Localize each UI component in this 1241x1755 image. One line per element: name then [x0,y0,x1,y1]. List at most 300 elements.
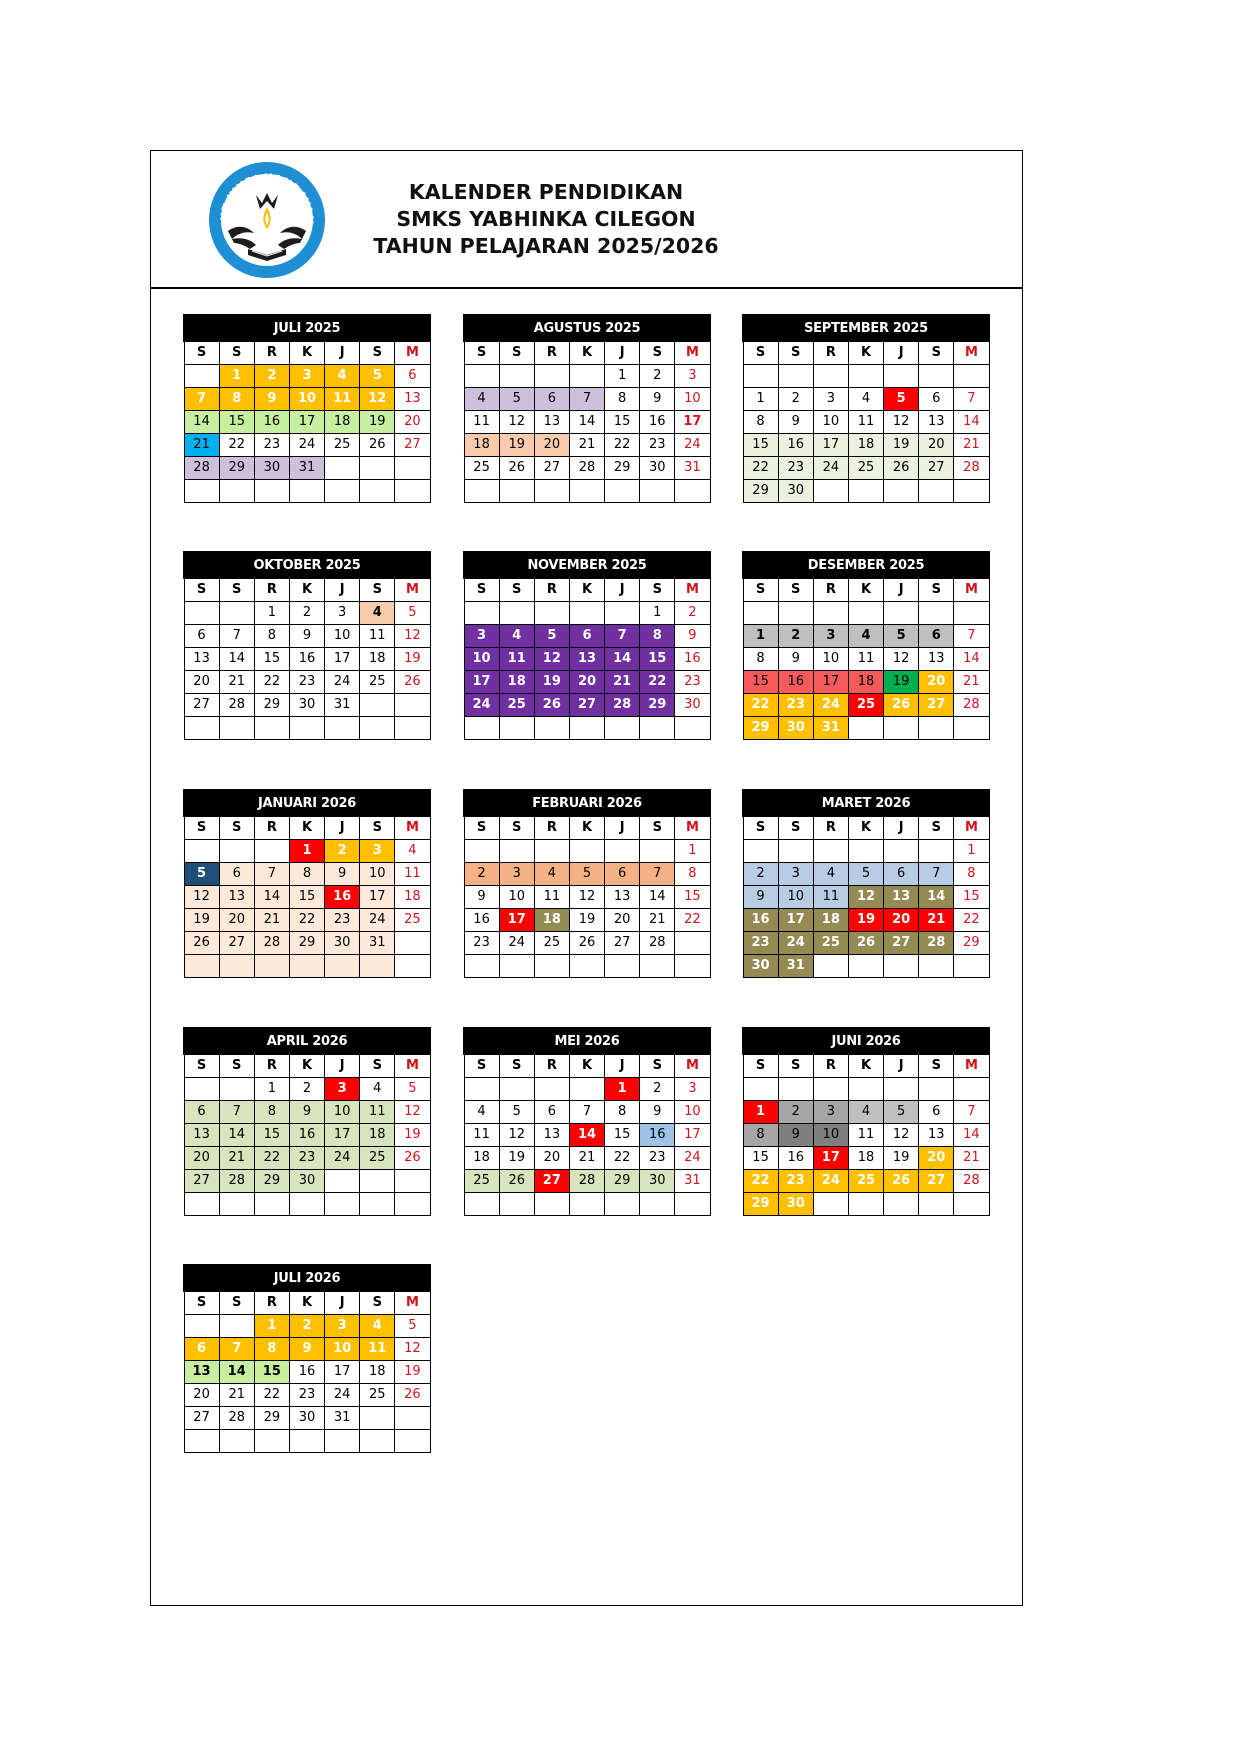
weekday-label: S [919,341,954,364]
day-cell [254,954,289,977]
day-cell: 20 [919,1146,954,1169]
day-cell: 26 [184,931,219,954]
week-row [743,885,989,908]
weekday-label: K [289,341,324,364]
day-cell [254,479,289,502]
day-cell: 2 [325,839,360,862]
day-cell: 17 [325,647,360,670]
month-title: MARET 2026 [743,790,989,816]
day-cell: 23 [289,670,324,693]
month-calendar [742,551,990,740]
day-cell: 13 [184,647,219,670]
day-cell: 28 [954,693,989,716]
day-cell [534,601,569,624]
day-cell: 1 [605,1077,640,1100]
week-row [743,433,989,456]
day-cell: 24 [289,433,324,456]
day-cell: 15 [254,647,289,670]
day-cell [184,479,219,502]
day-cell: 23 [289,1383,324,1406]
day-cell: 24 [499,931,534,954]
day-cell: 7 [954,387,989,410]
day-cell: 16 [289,1360,324,1383]
day-cell: 12 [360,387,395,410]
weekday-label: M [954,1054,989,1077]
week-row [464,624,710,647]
day-cell [534,1077,569,1100]
day-cell: 18 [848,433,883,456]
weekday-label: S [184,341,219,364]
day-cell: 24 [325,670,360,693]
day-cell [778,364,813,387]
week-row [464,1077,710,1100]
day-cell: 19 [848,908,883,931]
day-cell: 20 [219,908,254,931]
day-cell [640,479,675,502]
weekday-label: S [219,341,254,364]
day-cell [395,954,430,977]
day-cell: 6 [184,1100,219,1123]
day-cell: 11 [464,1123,499,1146]
weekday-label: J [325,341,360,364]
day-cell: 17 [325,1360,360,1383]
day-cell: 10 [813,410,848,433]
day-cell [464,839,499,862]
day-cell [360,1169,395,1192]
day-cell: 28 [219,693,254,716]
day-cell: 31 [675,1169,710,1192]
week-row [743,624,989,647]
day-cell: 11 [360,1337,395,1360]
weekday-label: S [184,578,219,601]
month-title: SEPTEMBER 2025 [743,315,989,341]
day-cell: 20 [395,410,430,433]
weekday-label: J [884,578,919,601]
week-row [184,1383,430,1406]
weekday-label: M [395,578,430,601]
day-cell: 19 [534,670,569,693]
day-cell [919,1077,954,1100]
weekday-label: K [569,816,604,839]
week-row [743,693,989,716]
day-cell: 27 [184,693,219,716]
day-cell: 29 [219,456,254,479]
weekday-label: S [360,1054,395,1077]
day-cell: 24 [325,1146,360,1169]
day-cell: 26 [395,1146,430,1169]
day-cell: 22 [219,433,254,456]
day-cell: 4 [360,1314,395,1337]
day-cell [360,1406,395,1429]
day-cell: 18 [360,1360,395,1383]
day-cell: 14 [954,410,989,433]
day-cell: 23 [640,1146,675,1169]
weekday-label: K [848,341,883,364]
day-cell: 15 [254,1360,289,1383]
day-cell [778,601,813,624]
week-row [184,1077,430,1100]
weekday-label: M [395,341,430,364]
weekday-label: S [464,341,499,364]
day-cell [499,716,534,739]
weekday-label: R [254,341,289,364]
day-cell: 31 [675,456,710,479]
day-cell: 31 [325,1406,360,1429]
day-cell [605,479,640,502]
week-row [464,693,710,716]
day-cell: 20 [184,1383,219,1406]
week-row [743,954,989,977]
day-cell: 11 [360,624,395,647]
day-cell: 28 [569,1169,604,1192]
day-cell: 28 [184,456,219,479]
day-cell: 13 [919,410,954,433]
day-cell: 31 [325,693,360,716]
day-cell: 24 [813,456,848,479]
day-cell [534,479,569,502]
month-title: FEBRUARI 2026 [464,790,710,816]
weekday-label: S [360,816,395,839]
week-row [464,387,710,410]
day-cell [395,693,430,716]
day-cell [640,954,675,977]
day-cell [743,601,778,624]
day-cell: 1 [640,601,675,624]
day-cell: 19 [569,908,604,931]
day-cell: 16 [778,433,813,456]
day-cell [289,479,324,502]
day-cell: 31 [813,716,848,739]
weekday-label: S [640,578,675,601]
day-cell: 9 [289,1337,324,1360]
weekday-label: R [254,816,289,839]
week-row [184,885,430,908]
day-cell: 4 [848,387,883,410]
week-row [464,839,710,862]
weekday-label: J [884,341,919,364]
day-cell [184,601,219,624]
day-cell: 2 [254,364,289,387]
month-title: MEI 2026 [464,1028,710,1054]
day-cell: 8 [640,624,675,647]
day-cell: 5 [884,624,919,647]
day-cell: 1 [743,1100,778,1123]
day-cell: 19 [360,410,395,433]
day-cell: 31 [289,456,324,479]
day-cell: 15 [289,885,324,908]
day-cell: 20 [184,670,219,693]
day-cell: 14 [605,647,640,670]
day-cell: 4 [360,1077,395,1100]
day-cell: 13 [184,1123,219,1146]
day-cell [884,954,919,977]
day-cell: 2 [289,1077,324,1100]
weekday-label: S [219,1054,254,1077]
day-cell: 6 [534,387,569,410]
weekday-label: R [534,341,569,364]
weekday-label: S [743,341,778,364]
week-row [464,364,710,387]
day-cell [289,954,324,977]
day-cell: 21 [219,1146,254,1169]
day-cell: 7 [184,387,219,410]
weekday-label: M [675,578,710,601]
day-cell: 5 [395,1314,430,1337]
day-cell: 29 [954,931,989,954]
day-cell: 11 [464,410,499,433]
day-cell: 18 [534,908,569,931]
week-row [184,954,430,977]
week-row [464,647,710,670]
day-cell: 10 [813,647,848,670]
weekday-label: S [778,578,813,601]
day-cell: 13 [184,1360,219,1383]
weekday-label: J [325,816,360,839]
weekday-label: M [954,341,989,364]
day-cell [675,716,710,739]
day-cell [219,839,254,862]
weekday-label: M [395,1291,430,1314]
day-cell: 1 [289,839,324,862]
week-row [464,456,710,479]
day-cell: 15 [219,410,254,433]
week-row [184,1169,430,1192]
week-row [184,1314,430,1337]
day-cell [464,479,499,502]
day-cell: 4 [360,601,395,624]
day-cell: 14 [219,647,254,670]
day-cell: 15 [605,1123,640,1146]
day-cell: 19 [395,647,430,670]
day-cell: 17 [289,410,324,433]
day-cell: 18 [848,670,883,693]
weekday-label: J [605,816,640,839]
day-cell: 12 [499,410,534,433]
week-row [184,931,430,954]
day-cell [605,839,640,862]
day-cell [360,954,395,977]
week-row [184,624,430,647]
day-cell: 11 [325,387,360,410]
day-cell [464,954,499,977]
day-cell: 15 [640,647,675,670]
week-row [464,862,710,885]
day-cell: 28 [954,1169,989,1192]
day-cell: 7 [954,1100,989,1123]
day-cell: 20 [184,1146,219,1169]
day-cell: 11 [848,1123,883,1146]
day-cell: 3 [325,1314,360,1337]
day-cell: 12 [499,1123,534,1146]
day-cell: 13 [919,1123,954,1146]
day-cell [605,601,640,624]
day-cell [813,601,848,624]
day-cell [219,479,254,502]
day-cell [813,364,848,387]
day-cell: 29 [743,1192,778,1215]
day-cell [360,479,395,502]
day-cell: 30 [289,1406,324,1429]
day-cell: 21 [919,908,954,931]
day-cell: 12 [884,1123,919,1146]
day-cell: 10 [813,1123,848,1146]
day-cell: 22 [254,670,289,693]
day-cell: 30 [289,1169,324,1192]
day-cell: 3 [360,839,395,862]
day-cell [184,1077,219,1100]
day-cell [464,1192,499,1215]
week-row [743,716,989,739]
title-line-2: SMKS YABHINKA CILEGON [396,207,696,231]
day-cell: 6 [919,624,954,647]
weekday-label: S [360,341,395,364]
day-cell [813,1192,848,1215]
day-cell: 17 [675,410,710,433]
day-cell: 15 [675,885,710,908]
day-cell: 12 [848,885,883,908]
day-cell: 13 [534,1123,569,1146]
month-calendar [463,789,711,978]
day-cell [675,931,710,954]
day-cell: 28 [954,456,989,479]
month-title: NOVEMBER 2025 [464,552,710,578]
day-cell: 23 [743,931,778,954]
day-cell: 27 [534,456,569,479]
day-cell: 28 [254,931,289,954]
day-cell: 23 [778,693,813,716]
weekday-label: S [499,341,534,364]
week-row [464,908,710,931]
day-cell: 2 [289,1314,324,1337]
weekday-label: K [569,341,604,364]
day-cell: 16 [325,885,360,908]
week-row [743,1169,989,1192]
day-cell [464,364,499,387]
day-cell: 8 [675,862,710,885]
day-cell: 27 [184,1406,219,1429]
month-table [183,314,431,503]
day-cell: 8 [743,647,778,670]
weekday-label: R [534,816,569,839]
day-cell: 4 [499,624,534,647]
day-cell: 3 [464,624,499,647]
day-cell: 22 [743,456,778,479]
day-cell: 14 [919,885,954,908]
day-cell: 30 [640,1169,675,1192]
day-cell: 10 [325,1337,360,1360]
day-cell: 24 [464,693,499,716]
day-cell: 28 [919,931,954,954]
day-cell: 3 [499,862,534,885]
day-cell: 5 [534,624,569,647]
day-cell: 7 [605,624,640,647]
day-cell: 31 [778,954,813,977]
day-cell: 7 [569,1100,604,1123]
day-cell [219,601,254,624]
day-cell [219,1429,254,1452]
day-cell: 12 [884,410,919,433]
weekday-label: S [184,1291,219,1314]
day-cell: 25 [360,1383,395,1406]
day-cell [360,1192,395,1215]
day-cell: 20 [569,670,604,693]
month-calendar [742,1027,990,1216]
day-cell: 3 [813,1100,848,1123]
weekday-label: S [184,1054,219,1077]
day-cell: 14 [954,647,989,670]
day-cell: 12 [395,1337,430,1360]
week-row [464,1100,710,1123]
day-cell: 9 [289,624,324,647]
day-cell: 30 [254,456,289,479]
day-cell: 18 [464,433,499,456]
day-cell: 23 [325,908,360,931]
weekday-label: M [395,1054,430,1077]
day-cell: 8 [605,387,640,410]
day-cell [289,1429,324,1452]
day-cell [534,839,569,862]
weekday-label: R [813,1054,848,1077]
day-cell: 24 [813,693,848,716]
day-cell: 10 [360,862,395,885]
day-cell [848,1192,883,1215]
day-cell [848,716,883,739]
day-cell [219,1192,254,1215]
day-cell: 17 [325,1123,360,1146]
day-cell [640,1192,675,1215]
day-cell: 27 [919,1169,954,1192]
day-cell: 17 [813,670,848,693]
day-cell: 10 [499,885,534,908]
week-row [184,1360,430,1383]
day-cell [395,716,430,739]
day-cell: 26 [884,456,919,479]
weekday-label: J [325,1291,360,1314]
day-cell [569,601,604,624]
day-cell [813,479,848,502]
day-cell: 5 [499,1100,534,1123]
day-cell [499,601,534,624]
day-cell: 5 [395,1077,430,1100]
day-cell: 21 [954,1146,989,1169]
day-cell: 25 [813,931,848,954]
weekday-label: M [395,816,430,839]
day-cell: 7 [219,1337,254,1360]
weekday-label: J [605,1054,640,1077]
weekday-label: K [569,578,604,601]
week-row [464,601,710,624]
tut-wuri-handayani-logo [206,159,328,281]
day-cell: 21 [219,1383,254,1406]
day-cell: 7 [254,862,289,885]
day-cell: 11 [848,647,883,670]
day-cell: 13 [884,885,919,908]
week-row [184,410,430,433]
weekday-label: J [605,578,640,601]
day-cell: 16 [640,1123,675,1146]
day-cell: 12 [569,885,604,908]
day-cell [464,1077,499,1100]
day-cell: 2 [289,601,324,624]
day-cell: 1 [675,839,710,862]
weekday-label: S [499,816,534,839]
day-cell: 4 [325,364,360,387]
calendar-frame [150,150,1023,1606]
day-cell: 16 [640,410,675,433]
day-cell: 3 [289,364,324,387]
day-cell [184,1429,219,1452]
weekday-label: S [219,1291,254,1314]
